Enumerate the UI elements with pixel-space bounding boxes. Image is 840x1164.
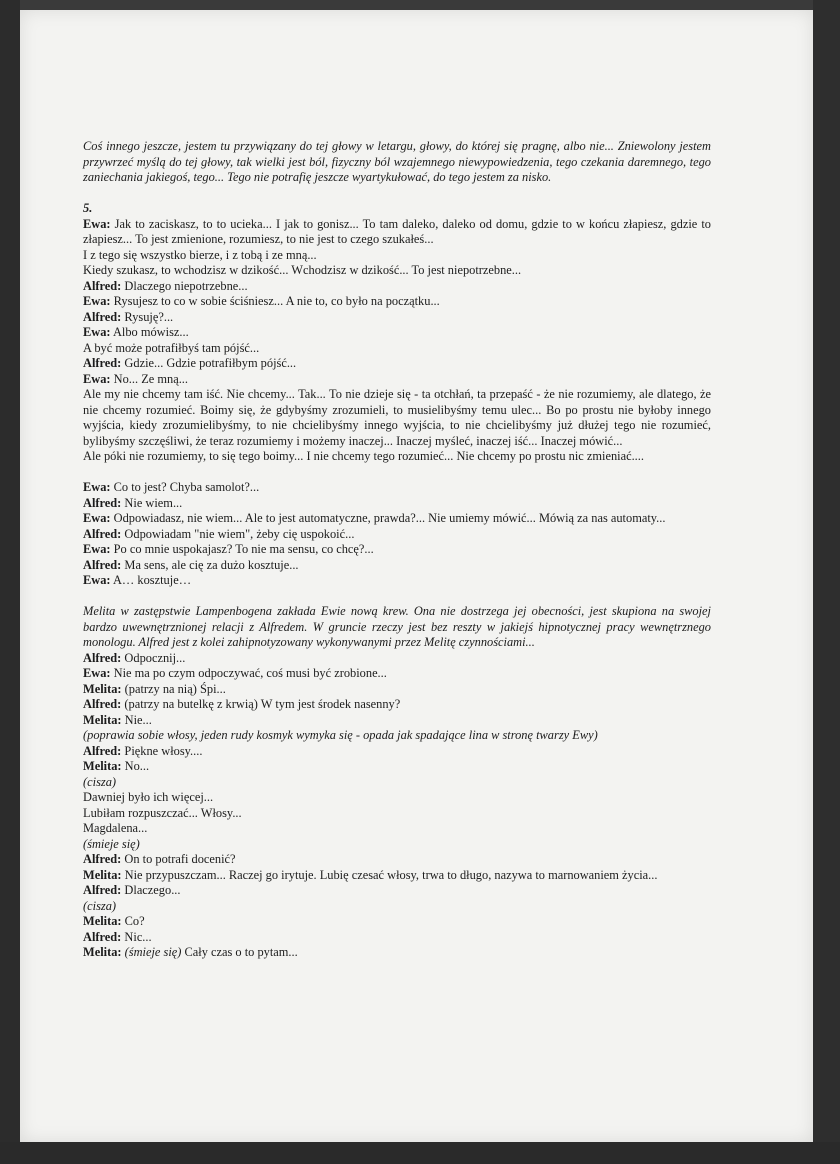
line-text: Magdalena...	[83, 821, 148, 835]
speaker-name: Ewa:	[83, 480, 111, 494]
speaker-name: Alfred:	[83, 697, 122, 711]
dialogue-line	[83, 759, 711, 775]
line-text: (patrzy na butelkę z krwią) W tym jest środek nasenny?	[124, 697, 401, 711]
dialogue-line	[83, 651, 711, 667]
text-line	[83, 806, 711, 822]
line-text: Rysujesz to co w sobie ściśniesz... A nie to, co było na początku...	[113, 294, 440, 308]
intro-paragraph: Coś innego jeszcze, jestem tu przywiązany do tej głowy w letargu, głowy, do której się pragnę, albo nie... Zniewolony jestem przywrzeć myślą do tej głowy, tak wielki jest ból, fizyczny ból wzajemnego niewypowiedzenia, tego czekania daremnego, tego zaniechania jakiegoś, tego... Tego nie potrafię jeszcze wyartykułować, do tego jestem za nisko.	[83, 139, 711, 184]
speaker-name: Ewa:	[83, 325, 111, 339]
line-text: Dawniej było ich więcej...	[83, 790, 214, 804]
line-text: On to potrafi docenić?	[124, 852, 236, 866]
text-line	[83, 248, 711, 264]
text-line	[83, 790, 711, 806]
dialogue-line	[83, 558, 711, 574]
line-text: Po co mnie uspokajasz? To nie ma sensu, co chcę?...	[113, 542, 374, 556]
line-text: Odpowiadam "nie wiem", żeby cię uspokoić...	[124, 526, 355, 541]
text-line	[83, 821, 711, 837]
line-text: Nie wiem...	[124, 495, 183, 510]
line-text: A… kosztuje…	[112, 573, 192, 587]
speaker-name: Alfred:	[83, 883, 122, 897]
speaker-name: Alfred:	[83, 929, 122, 944]
dialogue-line	[83, 496, 711, 512]
dialogue-line	[83, 697, 711, 713]
stage-direction	[83, 899, 711, 915]
dialogue-line	[83, 914, 711, 930]
dialogue-line	[83, 945, 711, 961]
line-text: Albo mówisz...	[112, 325, 189, 339]
line-text: No... Ze mną...	[113, 371, 188, 386]
line-text: Nie przypuszczam... Raczej go irytuje. Lubię czesać włosy, trwa to długo, nazywa to marnowaniem życia...	[124, 867, 658, 882]
speaker-name: Alfred:	[83, 278, 122, 293]
stage-direction	[83, 728, 711, 744]
line-text: Ale póki nie rozumiemy, to się tego boimy... I nie chcemy tego rozumieć... Nie chcemy po prostu nic zmieniać....	[83, 449, 644, 463]
line-text: (cisza)	[83, 774, 117, 789]
dialogue-line	[83, 930, 711, 946]
line-text: (poprawia sobie włosy, jeden rudy kosmyk wymyka się - opada jak spadające lina w stronę twarzy Ewy)	[83, 728, 598, 742]
speaker-name: Melita:	[83, 759, 122, 773]
speaker-name: Alfred:	[83, 557, 122, 572]
line-text: Co to jest? Chyba samolot?...	[113, 480, 260, 494]
speaker-name: Ewa:	[83, 511, 111, 525]
line-text: Ma sens, ale cię za dużo kosztuje...	[124, 557, 299, 572]
speaker-name: Alfred:	[83, 526, 122, 541]
dialogue-line	[83, 310, 711, 326]
line-text: I z tego się wszystko bierze, i z tobą i ze mną...	[83, 247, 317, 262]
dialogue-line	[83, 542, 711, 558]
speaker-name: Alfred:	[83, 309, 122, 324]
line-text: Lubiłam rozpuszczać... Włosy...	[83, 805, 242, 820]
scan-border-left	[0, 0, 20, 1164]
dialogue-line	[83, 852, 711, 868]
line-text: Melita w zastępstwie Lampenbogena zakłada Ewie nową krew. Ona nie dostrzega jej obecności, jest skupiona na swojej bardzo uwewnętrznionej relacji z Alfredem. W gruncie rzeczy jest bez reszty w jakiejś hipnotycznej pracy wewnętrznego monologu. Alfred jest z kolei zahipnotyzowany wykonywanymi przez Melitę czynnościami...	[83, 604, 711, 649]
line-text: Ale my nie chcemy tam iść. Nie chcemy... Tak... To nie dzieje się - ta otchłań, ta przepaść - że nie rozumiemy, ale dlatego, że nie chcemy rozumieć. Boimy się, że gdybyśmy zrozumieli, to musielibyśmy temu ulec... Bo po prostu nie byłoby innego wyjścia, kiedy zrozumielibyśmy, to nie chcielibyśmy innego wyjścia, to nie chcielibyśmy już dłużej tego nie rozumieć, bylibyśmy szczęśliwi, że teraz rozumiemy i możemy inaczej... Inaczej myśleć, inaczej iść... Inaczej mówić...	[83, 387, 711, 448]
dialogue-line	[83, 480, 711, 496]
speaker-name: Melita:	[83, 712, 122, 727]
dialogue-line	[83, 294, 711, 310]
dialogue-line	[83, 511, 711, 527]
speaker-name: Alfred:	[83, 495, 122, 510]
line-text: Nic...	[124, 929, 152, 944]
stage-direction: (śmieje się)	[124, 945, 182, 959]
spacer	[83, 465, 711, 481]
speaker-name: Alfred:	[83, 852, 122, 866]
stage-direction	[83, 775, 711, 791]
speaker-name: Alfred:	[83, 650, 122, 665]
scan-border-right	[813, 0, 840, 1164]
line-text: No...	[124, 759, 150, 773]
line-text: (śmieje się)	[83, 836, 140, 851]
dialogue-line	[83, 372, 711, 388]
line-text: (patrzy na nią) Śpi...	[124, 681, 226, 696]
scene-number: 5.	[83, 201, 93, 215]
spacer	[83, 589, 711, 605]
dialogue-line	[83, 573, 711, 589]
line-text: Jak to zaciskasz, to to ucieka... I jak to gonisz... To tam daleko, daleko od domu, gdzie to w końcu złapiesz, gdzie to złapiesz... To jest zmienione, rozumiesz, to nie jest to czego szukałeś...	[83, 216, 711, 246]
speaker-name: Melita:	[83, 681, 122, 696]
line-text: Dlaczego...	[124, 883, 181, 897]
speaker-name: Ewa:	[83, 294, 111, 308]
speaker-name: Melita:	[83, 945, 122, 959]
speaker-name: Alfred:	[83, 743, 122, 758]
dialogue-line	[83, 279, 711, 295]
line-text: Co?	[124, 914, 145, 928]
speaker-name: Ewa:	[83, 542, 111, 556]
spacer	[83, 186, 711, 202]
line-text: (cisza)	[83, 898, 117, 913]
line-text: Dlaczego niepotrzebne...	[124, 278, 248, 293]
stage-direction	[83, 837, 711, 853]
dialogue-line	[83, 666, 711, 682]
dialogue-line	[83, 682, 711, 698]
line-text: Odpocznij...	[124, 650, 186, 665]
speaker-name: Ewa:	[83, 216, 111, 231]
speaker-name: Ewa:	[83, 371, 111, 386]
text-line	[83, 263, 711, 279]
text-line	[83, 449, 711, 465]
line-text: Odpowiadasz, nie wiem... Ale to jest automatyczne, prawda?... Nie umiemy mówić... Mówią za nas automaty...	[113, 511, 666, 525]
scan-border-top	[0, 0, 840, 10]
dialogue-line	[83, 883, 711, 899]
text-line	[83, 387, 711, 449]
line-text: Nie ma po czym odpoczywać, coś musi być zrobione...	[113, 666, 387, 680]
speaker-name: Alfred:	[83, 356, 122, 370]
speaker-name: Ewa:	[83, 573, 111, 587]
scan-border-bottom	[0, 1142, 840, 1164]
speaker-name: Melita:	[83, 914, 122, 928]
line-text: A być może potrafiłbyś tam pójść...	[83, 340, 260, 355]
text-line	[83, 341, 711, 357]
line-text: Rysuję?...	[124, 309, 174, 324]
dialogue-line	[83, 527, 711, 543]
line-text: Kiedy szukasz, to wchodzisz w dzikość... Wchodzisz w dzikość... To jest niepotrzebne...	[83, 263, 522, 277]
dialogue-line	[83, 713, 711, 729]
dialogue-line	[83, 325, 711, 341]
line-text: Nie...	[124, 712, 152, 727]
dialogue-line	[83, 217, 711, 248]
dialogue-line	[83, 356, 711, 372]
speaker-name: Ewa:	[83, 666, 111, 680]
line-text: Piękne włosy....	[124, 743, 203, 758]
line-text: Gdzie... Gdzie potrafiłbym pójść...	[124, 356, 297, 370]
stage-direction	[83, 604, 711, 651]
document-text	[83, 139, 711, 961]
dialogue-line	[83, 744, 711, 760]
line-text: Cały czas o to pytam...	[181, 945, 298, 959]
speaker-name: Melita:	[83, 867, 122, 882]
dialogue-line	[83, 868, 711, 884]
dialogue	[83, 217, 711, 961]
